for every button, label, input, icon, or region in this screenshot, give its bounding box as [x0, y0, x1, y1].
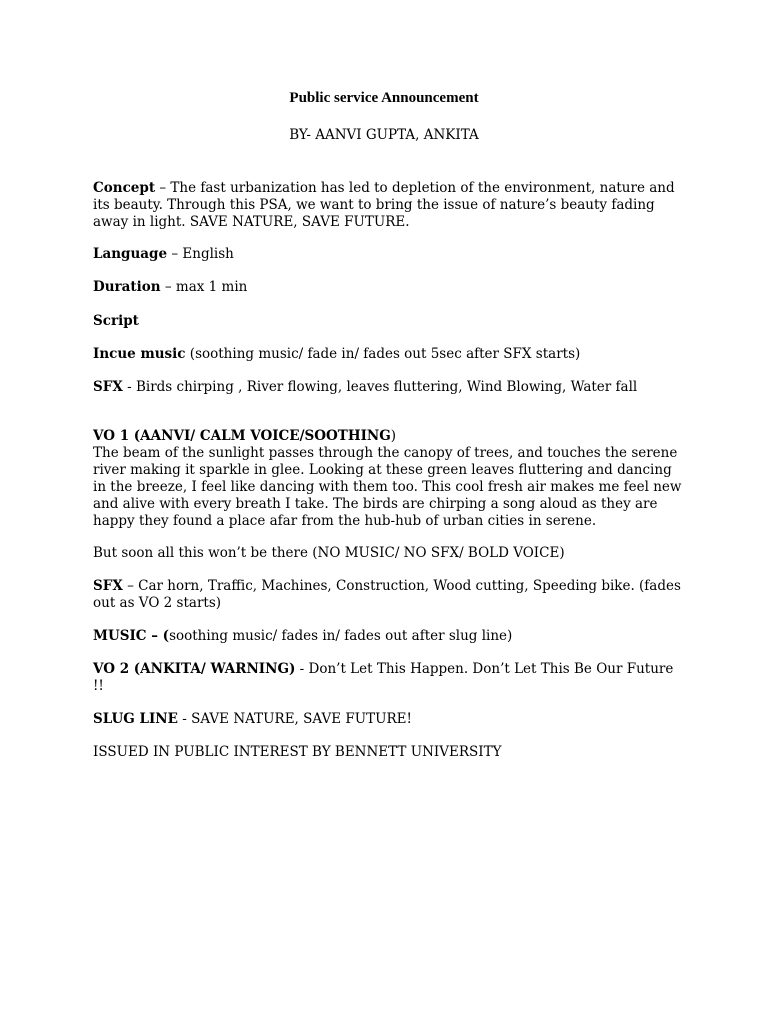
- script-heading: [93, 313, 683, 330]
- vo-2-paragraph: [93, 661, 683, 695]
- incue-music-label: Incue music: [93, 346, 186, 362]
- document-title: Public service Announcement: [289, 90, 479, 106]
- sfx-2-label: SFX: [93, 578, 123, 594]
- slug-line-paragraph: [93, 711, 683, 728]
- script-heading-text: Script: [93, 313, 139, 329]
- slug-line-text: - SAVE NATURE, SAVE FUTURE!: [177, 711, 412, 727]
- duration-text: – max 1 min: [160, 279, 248, 295]
- duration-paragraph: [93, 279, 683, 296]
- concept-paragraph: [93, 180, 683, 231]
- music-text: soothing music/ fades in/ fades out after slug line): [169, 628, 513, 644]
- vo-1-label-close: ): [390, 428, 397, 444]
- vo-2-label: VO 2 (ANKITA/ WARNING): [93, 661, 296, 677]
- incue-music-paragraph: [93, 346, 683, 363]
- issued-statement: ISSUED IN PUBLIC INTEREST BY BENNETT UNIVERSITY: [93, 744, 502, 760]
- sfx-2-paragraph: [93, 578, 683, 612]
- sfx-2-text: – Car horn, Traffic, Machines, Construction, Wood cutting, Speeding bike. (fades out as VO 2 starts): [93, 578, 681, 611]
- concept-label: Concept: [93, 180, 156, 196]
- slug-line-label: SLUG LINE: [93, 711, 178, 727]
- sfx-1-label: SFX: [93, 379, 123, 395]
- vo-1-text: The beam of the sunlight passes through the canopy of trees, and touches the serene river making it sparkle in glee. Looking at these green leaves fluttering and dancing in the breeze, I feel like dancing with them too. This cool fresh air makes me feel new and alive with every breath I take. The birds are chirping a song aloud as they are happy they found a place afar from the hub-hub of urban cities in serene.: [93, 445, 682, 529]
- language-paragraph: [93, 246, 683, 263]
- vo-1-paragraph: [93, 428, 683, 530]
- but-soon-paragraph: But soon all this won’t be there (NO MUSIC/ NO SFX/ BOLD VOICE): [93, 545, 565, 561]
- language-label: Language: [93, 246, 168, 262]
- duration-label: Duration: [93, 279, 161, 295]
- incue-music-text: (soothing music/ fade in/ fades out 5sec after SFX starts): [185, 346, 581, 362]
- vo-1-label: VO 1 (AANVI/ CALM VOICE/SOOTHING: [93, 428, 391, 444]
- sfx-1-text: - Birds chirping , River flowing, leaves fluttering, Wind Blowing, Water fall: [122, 379, 638, 395]
- concept-text: – The fast urbanization has led to depletion of the environment, nature and its beauty. Through this PSA, we want to bring the issue of nature’s beauty fading away in light. SAVE NATURE, SAVE FUTURE.: [93, 180, 675, 230]
- sfx-1-paragraph: [93, 379, 683, 396]
- vo-2-text: - Don’t Let This Happen. Don’t Let This Be Our Future !!: [93, 661, 674, 694]
- document-byline: BY- AANVI GUPTA, ANKITA: [289, 127, 479, 143]
- music-paragraph: [93, 628, 683, 645]
- language-text: – English: [167, 246, 234, 262]
- music-label: MUSIC – (: [93, 628, 170, 644]
